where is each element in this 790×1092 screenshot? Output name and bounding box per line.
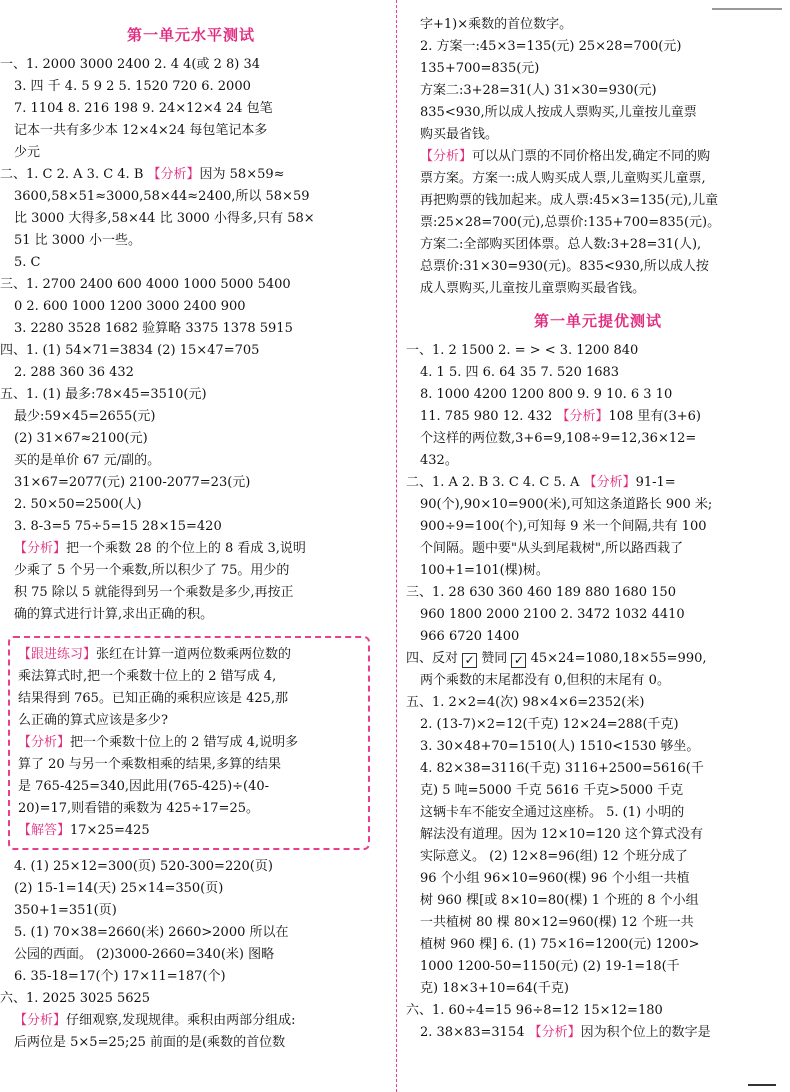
answer-line: 2. 方案一:45×3=135(元) 25×28=700(元) bbox=[420, 39, 682, 54]
answer-line: 3. 四 千 4. 5 9 2 5. 1520 720 6. 2000 bbox=[14, 79, 251, 94]
box-line: 【分析】把一个乘数十位上的 2 错写成 4,说明多 bbox=[18, 735, 299, 750]
left-answer-block bbox=[0, 54, 382, 626]
section-title-advanced-test: 第一单元提优测试 bbox=[533, 312, 662, 330]
answer-line: 3. 30×48+70=1510(人) 1510<1530 够坐。 bbox=[420, 739, 700, 754]
answer-line: 公园的西面。 (2)3000-2660=340(米) 图略 bbox=[14, 947, 275, 962]
answer-line: 0 2. 600 1000 1200 3000 2400 900 bbox=[14, 299, 246, 314]
answer-line: 最少:59×45=2655(元) bbox=[14, 409, 156, 424]
column-divider bbox=[396, 0, 397, 1092]
answer-line: 三、1. 28 630 360 460 189 880 1680 150 bbox=[406, 585, 676, 600]
answer-line: 3600,58×51≈3000,58×44≈2400,所以 58×59 bbox=[14, 189, 310, 204]
answer-line: 票:25×28=700(元),总票价:135+700=835(元)。 bbox=[420, 215, 721, 230]
answer-line: 六、1. 60÷4=15 96÷8=12 15×12=180 bbox=[406, 1003, 663, 1018]
box-line: 20)=17,则看错的乘数为 425÷17=25。 bbox=[18, 801, 259, 816]
answer-line: 比 3000 大得多,58×44 比 3000 小得多,只有 58× bbox=[14, 211, 315, 226]
right-answer-block bbox=[406, 14, 790, 300]
answer-line: 积 75 除以 5 就能得到另一个乘数是多少,再按正 bbox=[14, 585, 294, 600]
follow-up-practice-box bbox=[8, 636, 370, 850]
answer-line: 总票价:31×30=930(元)。835<930,所以成人按 bbox=[420, 259, 709, 274]
answer-agree-label: 赞同 bbox=[481, 651, 508, 666]
answer-line: 少乘了 5 个另一个乘数,所以积少了 75。用少的 bbox=[14, 563, 290, 578]
answer-line: 4. (1) 25×12=300(页) 520-300=220(页) bbox=[14, 859, 273, 874]
answer-line: 个间隔。题中要"从头到尾栽树",所以路西栽了 bbox=[420, 541, 684, 556]
box-line: 算了 20 与另一个乘数相乘的结果,多算的结果 bbox=[18, 757, 281, 772]
answer-line: 记本一共有多少本 12×4×24 每包笔记本多 bbox=[14, 123, 268, 138]
answer-line: 1000 1200-50=1150(元) (2) 19-1=18(千 bbox=[420, 959, 680, 974]
right-answer-block-3 bbox=[406, 670, 790, 1044]
answer-line: 96 个小组 96×10=960(棵) 96 个小组一共植 bbox=[420, 871, 690, 886]
answer-line: (2) 15-1=14(天) 25×14=350(页) bbox=[14, 881, 224, 896]
box-line: 【解答】17×25=425 bbox=[18, 823, 150, 838]
answer-line: 2. 38×83=3154 【分析】因为积个位上的数字是 bbox=[420, 1025, 711, 1040]
answer-line: 成人票购买,儿童按儿童票购买最省钱。 bbox=[420, 281, 646, 296]
answer-line: 4. 1 5. 四 6. 64 35 7. 520 1683 bbox=[420, 365, 620, 380]
answer-line: 植树 960 棵] 6. (1) 75×16=1200(元) 1200> bbox=[420, 937, 700, 952]
answer-four-calc: 45×24=1080,18×55=990, bbox=[530, 651, 707, 666]
right-column bbox=[406, 14, 790, 1044]
answer-line: 8. 1000 4200 1200 800 9. 9 10. 6 3 10 bbox=[420, 387, 673, 402]
answer-line: 【分析】仔细观察,发现规律。乘积由两部分组成: bbox=[14, 1013, 296, 1028]
answer-line: 二、1. C 2. A 3. C 4. B 【分析】因为 58×59≈ bbox=[0, 167, 285, 182]
answer-line: 【分析】可以从门票的不同价格出发,确定不同的购 bbox=[420, 149, 711, 164]
answer-line: 900÷9=100(个),可知每 9 米一个间隔,共有 100 bbox=[420, 519, 707, 534]
answer-line: 两个乘数的末尾都没有 0,但积的末尾有 0。 bbox=[420, 673, 670, 688]
answer-line: 个这样的两位数,3+6=9,108÷9=12,36×12= bbox=[420, 431, 697, 446]
answer-line: 方案二:全部购买团体票。总人数:3+28=31(人), bbox=[420, 237, 702, 252]
answer-line: 835<930,所以成人按成人票购买,儿童按儿童票 bbox=[420, 105, 697, 120]
answer-line: 100+1=101(棵)树。 bbox=[420, 563, 549, 578]
answer-line: 966 6720 1400 bbox=[420, 629, 520, 644]
answer-line: 一、1. 2000 3000 2400 2. 4 4(或 2 8) 34 bbox=[0, 57, 261, 72]
right-answer-block-2 bbox=[406, 340, 790, 648]
answer-line: 432。 bbox=[420, 453, 458, 468]
box-line: 结果得到 765。已知正确的乘积应该是 425,那 bbox=[18, 691, 289, 706]
header-rule bbox=[712, 0, 782, 10]
answer-line: 51 比 3000 小一些。 bbox=[14, 233, 142, 248]
answer-line: 一、1. 2 1500 2. = > < 3. 1200 840 bbox=[406, 343, 639, 358]
answer-line: 4. 82×38=3116(千克) 3116+2500=5616(千 bbox=[420, 761, 704, 776]
answer-line: 确的算式进行计算,求出正确的积。 bbox=[14, 607, 214, 622]
answer-line: 一共植树 80 棵 80×12=960(棵) 12 个班一共 bbox=[420, 915, 694, 930]
answer-line: 3. 8-3=5 75÷5=15 28×15=420 bbox=[14, 519, 222, 534]
answer-line: 实际意义。 (2) 12×8=96(组) 12 个班分成了 bbox=[420, 849, 688, 864]
answer-line: 7. 1104 8. 216 198 9. 24×12×4 24 包笔 bbox=[14, 101, 273, 116]
answer-line: 买的是单价 67 元/副的。 bbox=[14, 453, 161, 468]
answer-line: 960 1800 2000 2100 2. 3472 1032 4410 bbox=[420, 607, 685, 622]
page-footer-mark bbox=[748, 1084, 776, 1086]
answer-line: 2. (13-7)×2=12(千克) 12×24=288(千克) bbox=[420, 717, 679, 732]
answer-line: 四、1. (1) 54×71=3834 (2) 15×47=705 bbox=[0, 343, 260, 358]
left-answer-block-2 bbox=[0, 856, 382, 1054]
answer-line: 票方案。方案一:成人购买成人票,儿童购买儿童票, bbox=[420, 171, 706, 186]
answer-line: 3. 2280 3528 1682 验算略 3375 1378 5915 bbox=[14, 321, 293, 336]
answer-line: 350+1=351(页) bbox=[14, 903, 117, 918]
answer-line: 六、1. 2025 3025 5625 bbox=[0, 991, 151, 1006]
answer-line: 字+1)×乘数的首位数字。 bbox=[420, 17, 573, 32]
left-column bbox=[0, 14, 382, 1054]
answer-line: 11. 785 980 12. 432 【分析】108 里有(3+6) bbox=[420, 409, 701, 424]
answer-line: 31×67=2077(元) 2100-2077=23(元) bbox=[14, 475, 251, 490]
check-icon: ✓ bbox=[511, 653, 526, 668]
section-title-level-test: 第一单元水平测试 bbox=[126, 26, 255, 44]
answer-line: 五、1. 2×2=4(次) 98×4×6=2352(米) bbox=[406, 695, 645, 710]
answer-line: 克) 18×3+10=64(千克) bbox=[420, 981, 569, 996]
answer-line: 购买最省钱。 bbox=[420, 127, 499, 142]
answer-line: 方案二:3+28=31(人) 31×30=930(元) bbox=[420, 83, 657, 98]
answer-line: 2. 288 360 36 432 bbox=[14, 365, 134, 380]
answer-line: 再把购票的钱加起来。成人票:45×3=135(元),儿童 bbox=[420, 193, 719, 208]
answer-line: 135+700=835(元) bbox=[420, 61, 540, 76]
answer-line: 【分析】把一个乘数 28 的个位上的 8 看成 3,说明 bbox=[14, 541, 306, 556]
answer-line: 这辆卡车不能安全通过这座桥。 5. (1) 小明的 bbox=[420, 805, 685, 820]
answer-line-four bbox=[406, 648, 790, 670]
answer-line: 6. 35-18=17(个) 17×11=187(个) bbox=[14, 969, 226, 984]
answer-line: 解法没有道理。因为 12×10=120 这个算式没有 bbox=[420, 827, 703, 842]
answer-line: 2. 50×50=2500(人) bbox=[14, 497, 142, 512]
answer-line: 5. C bbox=[14, 255, 41, 270]
answer-line: 后两位是 5×5=25;25 前面的是(乘数的首位数 bbox=[14, 1035, 286, 1050]
answer-line: 少元 bbox=[14, 145, 41, 160]
answer-line: 树 960 棵[或 8×10=80(棵) 1 个班的 8 个小组 bbox=[420, 893, 699, 908]
answer-line: (2) 31×67≈2100(元) bbox=[14, 431, 148, 446]
answer-line: 五、1. (1) 最多:78×45=3510(元) bbox=[0, 387, 207, 402]
check-icon: ✓ bbox=[462, 653, 477, 668]
answer-line: 二、1. A 2. B 3. C 4. C 5. A 【分析】91-1= bbox=[406, 475, 676, 490]
answer-line: 5. (1) 70×38=2660(米) 2660>2000 所以在 bbox=[14, 925, 289, 940]
answer-line: 90(个),90×10=900(米),可知这条道路长 900 米; bbox=[420, 497, 713, 512]
box-line: 么正确的算式应该是多少? bbox=[18, 713, 168, 728]
answer-line: 克) 5 吨=5000 千克 5616 千克>5000 千克 bbox=[420, 783, 684, 798]
box-line: 【跟进练习】张红在计算一道两位数乘两位数的 bbox=[18, 647, 292, 662]
answer-oppose-label: 四、反对 bbox=[406, 651, 459, 666]
answer-line: 三、1. 2700 2400 600 4000 1000 5000 5400 bbox=[0, 277, 291, 292]
box-line: 乘法算式时,把一个乘数十位上的 2 错写成 4, bbox=[18, 669, 277, 684]
box-line: 是 765-425=340,因此用(765-425)÷(40- bbox=[18, 779, 270, 794]
